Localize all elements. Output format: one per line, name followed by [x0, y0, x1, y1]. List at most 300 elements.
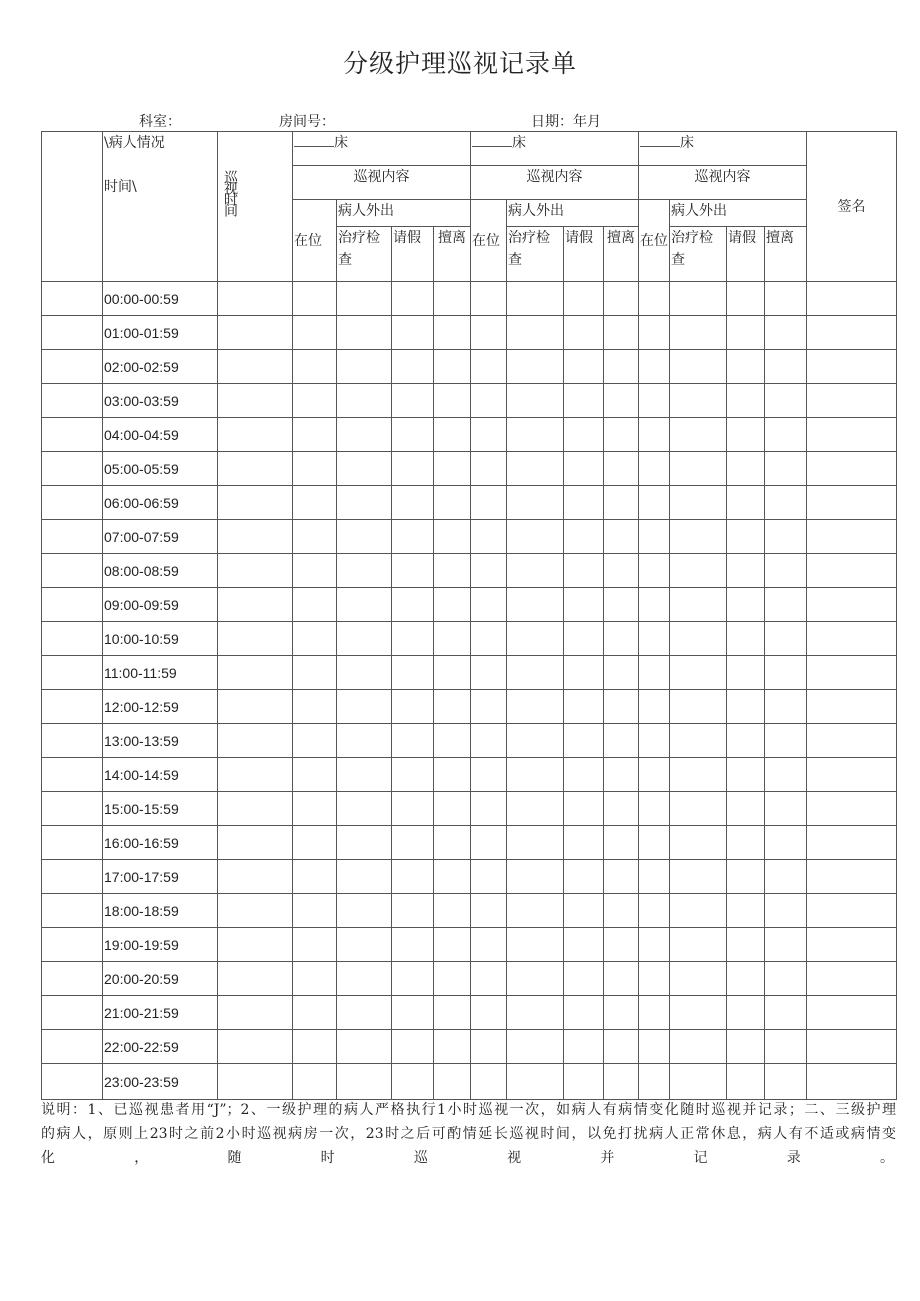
- record-cell[interactable]: [293, 452, 337, 486]
- record-cell[interactable]: [507, 622, 564, 656]
- record-cell[interactable]: [293, 860, 337, 894]
- record-cell[interactable]: [337, 554, 392, 588]
- record-cell[interactable]: [670, 724, 727, 758]
- record-cell[interactable]: [807, 758, 897, 792]
- record-cell[interactable]: [434, 520, 471, 554]
- record-cell[interactable]: [807, 860, 897, 894]
- record-cell[interactable]: [807, 1030, 897, 1064]
- record-cell[interactable]: [807, 554, 897, 588]
- record-cell[interactable]: [293, 996, 337, 1030]
- record-cell[interactable]: [434, 996, 471, 1030]
- record-cell[interactable]: [434, 690, 471, 724]
- record-cell[interactable]: [727, 384, 765, 418]
- record-cell[interactable]: [392, 350, 434, 384]
- record-cell[interactable]: [564, 724, 604, 758]
- record-cell[interactable]: [293, 554, 337, 588]
- record-cell[interactable]: [604, 282, 639, 316]
- record-cell[interactable]: [42, 520, 103, 554]
- record-cell[interactable]: [564, 554, 604, 588]
- record-cell[interactable]: [564, 1064, 604, 1100]
- record-cell[interactable]: [337, 282, 392, 316]
- record-cell[interactable]: [293, 486, 337, 520]
- record-cell[interactable]: [507, 486, 564, 520]
- record-cell[interactable]: [670, 1064, 727, 1100]
- record-cell[interactable]: [471, 1030, 507, 1064]
- record-cell[interactable]: [765, 826, 807, 860]
- record-cell[interactable]: [807, 384, 897, 418]
- record-cell[interactable]: [434, 282, 471, 316]
- record-cell[interactable]: [807, 962, 897, 996]
- record-cell[interactable]: [293, 1064, 337, 1100]
- record-cell[interactable]: [337, 520, 392, 554]
- record-cell[interactable]: [392, 452, 434, 486]
- record-cell[interactable]: [670, 418, 727, 452]
- record-cell[interactable]: [392, 520, 434, 554]
- record-cell[interactable]: [293, 316, 337, 350]
- record-cell[interactable]: [392, 928, 434, 962]
- record-cell[interactable]: [337, 452, 392, 486]
- record-cell[interactable]: [727, 656, 765, 690]
- record-cell[interactable]: [765, 316, 807, 350]
- record-cell[interactable]: [564, 962, 604, 996]
- record-cell[interactable]: [765, 350, 807, 384]
- record-cell[interactable]: [670, 860, 727, 894]
- record-cell[interactable]: [639, 418, 670, 452]
- record-cell[interactable]: [564, 282, 604, 316]
- record-cell[interactable]: [807, 282, 897, 316]
- record-cell[interactable]: [639, 520, 670, 554]
- record-cell[interactable]: [807, 452, 897, 486]
- record-cell[interactable]: [670, 282, 727, 316]
- record-cell[interactable]: [507, 588, 564, 622]
- record-cell[interactable]: [604, 894, 639, 928]
- record-cell[interactable]: [507, 452, 564, 486]
- record-cell[interactable]: [639, 384, 670, 418]
- record-cell[interactable]: [639, 928, 670, 962]
- record-cell[interactable]: [218, 486, 293, 520]
- record-cell[interactable]: [639, 962, 670, 996]
- record-cell[interactable]: [218, 962, 293, 996]
- record-cell[interactable]: [392, 384, 434, 418]
- record-cell[interactable]: [807, 656, 897, 690]
- record-cell[interactable]: [293, 826, 337, 860]
- record-cell[interactable]: [471, 384, 507, 418]
- record-cell[interactable]: [807, 486, 897, 520]
- record-cell[interactable]: [434, 384, 471, 418]
- record-cell[interactable]: [604, 996, 639, 1030]
- record-cell[interactable]: [337, 384, 392, 418]
- record-cell[interactable]: [639, 588, 670, 622]
- record-cell[interactable]: [337, 316, 392, 350]
- record-cell[interactable]: [471, 588, 507, 622]
- record-cell[interactable]: [293, 418, 337, 452]
- record-cell[interactable]: [604, 588, 639, 622]
- record-cell[interactable]: [639, 1064, 670, 1100]
- record-cell[interactable]: [337, 486, 392, 520]
- record-cell[interactable]: [471, 962, 507, 996]
- record-cell[interactable]: [670, 826, 727, 860]
- record-cell[interactable]: [765, 894, 807, 928]
- record-cell[interactable]: [434, 554, 471, 588]
- record-cell[interactable]: [293, 792, 337, 826]
- record-cell[interactable]: [604, 486, 639, 520]
- record-cell[interactable]: [765, 792, 807, 826]
- record-cell[interactable]: [434, 724, 471, 758]
- record-cell[interactable]: [392, 622, 434, 656]
- record-cell[interactable]: [765, 690, 807, 724]
- record-cell[interactable]: [218, 520, 293, 554]
- record-cell[interactable]: [727, 1030, 765, 1064]
- record-cell[interactable]: [765, 588, 807, 622]
- record-cell[interactable]: [670, 554, 727, 588]
- record-cell[interactable]: [765, 554, 807, 588]
- record-cell[interactable]: [392, 724, 434, 758]
- record-cell[interactable]: [293, 520, 337, 554]
- record-cell[interactable]: [507, 894, 564, 928]
- record-cell[interactable]: [471, 554, 507, 588]
- record-cell[interactable]: [564, 316, 604, 350]
- record-cell[interactable]: [218, 384, 293, 418]
- record-cell[interactable]: [807, 724, 897, 758]
- record-cell[interactable]: [293, 724, 337, 758]
- record-cell[interactable]: [434, 928, 471, 962]
- record-cell[interactable]: [670, 1030, 727, 1064]
- record-cell[interactable]: [434, 1064, 471, 1100]
- record-cell[interactable]: [471, 1064, 507, 1100]
- record-cell[interactable]: [434, 894, 471, 928]
- record-cell[interactable]: [639, 350, 670, 384]
- record-cell[interactable]: [392, 418, 434, 452]
- record-cell[interactable]: [604, 928, 639, 962]
- record-cell[interactable]: [670, 486, 727, 520]
- record-cell[interactable]: [471, 860, 507, 894]
- record-cell[interactable]: [727, 792, 765, 826]
- record-cell[interactable]: [218, 316, 293, 350]
- record-cell[interactable]: [507, 350, 564, 384]
- record-cell[interactable]: [471, 792, 507, 826]
- record-cell[interactable]: [42, 384, 103, 418]
- record-cell[interactable]: [337, 1064, 392, 1100]
- record-cell[interactable]: [434, 860, 471, 894]
- record-cell[interactable]: [218, 656, 293, 690]
- record-cell[interactable]: [507, 282, 564, 316]
- record-cell[interactable]: [507, 418, 564, 452]
- record-cell[interactable]: [604, 622, 639, 656]
- record-cell[interactable]: [42, 656, 103, 690]
- record-cell[interactable]: [507, 384, 564, 418]
- record-cell[interactable]: [507, 758, 564, 792]
- record-cell[interactable]: [639, 996, 670, 1030]
- record-cell[interactable]: [218, 758, 293, 792]
- record-cell[interactable]: [604, 520, 639, 554]
- record-cell[interactable]: [564, 1030, 604, 1064]
- record-cell[interactable]: [670, 792, 727, 826]
- record-cell[interactable]: [727, 282, 765, 316]
- record-cell[interactable]: [727, 316, 765, 350]
- record-cell[interactable]: [765, 486, 807, 520]
- record-cell[interactable]: [293, 350, 337, 384]
- record-cell[interactable]: [807, 1064, 897, 1100]
- record-cell[interactable]: [727, 350, 765, 384]
- record-cell[interactable]: [434, 316, 471, 350]
- record-cell[interactable]: [293, 690, 337, 724]
- record-cell[interactable]: [471, 894, 507, 928]
- record-cell[interactable]: [392, 282, 434, 316]
- record-cell[interactable]: [337, 928, 392, 962]
- record-cell[interactable]: [392, 1064, 434, 1100]
- record-cell[interactable]: [564, 656, 604, 690]
- record-cell[interactable]: [727, 826, 765, 860]
- record-cell[interactable]: [507, 1030, 564, 1064]
- record-cell[interactable]: [604, 384, 639, 418]
- record-cell[interactable]: [434, 418, 471, 452]
- record-cell[interactable]: [507, 316, 564, 350]
- record-cell[interactable]: [639, 486, 670, 520]
- record-cell[interactable]: [293, 622, 337, 656]
- record-cell[interactable]: [42, 554, 103, 588]
- record-cell[interactable]: [218, 928, 293, 962]
- record-cell[interactable]: [727, 520, 765, 554]
- record-cell[interactable]: [765, 622, 807, 656]
- record-cell[interactable]: [293, 894, 337, 928]
- record-cell[interactable]: [42, 452, 103, 486]
- record-cell[interactable]: [42, 928, 103, 962]
- record-cell[interactable]: [765, 860, 807, 894]
- record-cell[interactable]: [42, 962, 103, 996]
- record-cell[interactable]: [293, 928, 337, 962]
- record-cell[interactable]: [807, 418, 897, 452]
- record-cell[interactable]: [727, 622, 765, 656]
- record-cell[interactable]: [564, 350, 604, 384]
- record-cell[interactable]: [727, 724, 765, 758]
- record-cell[interactable]: [337, 588, 392, 622]
- record-cell[interactable]: [392, 826, 434, 860]
- record-cell[interactable]: [42, 350, 103, 384]
- record-cell[interactable]: [293, 758, 337, 792]
- record-cell[interactable]: [564, 860, 604, 894]
- record-cell[interactable]: [727, 758, 765, 792]
- record-cell[interactable]: [434, 758, 471, 792]
- record-cell[interactable]: [218, 588, 293, 622]
- record-cell[interactable]: [670, 350, 727, 384]
- record-cell[interactable]: [42, 282, 103, 316]
- record-cell[interactable]: [507, 554, 564, 588]
- record-cell[interactable]: [218, 554, 293, 588]
- record-cell[interactable]: [434, 826, 471, 860]
- record-cell[interactable]: [337, 758, 392, 792]
- record-cell[interactable]: [471, 996, 507, 1030]
- record-cell[interactable]: [392, 690, 434, 724]
- record-cell[interactable]: [639, 860, 670, 894]
- record-cell[interactable]: [434, 656, 471, 690]
- record-cell[interactable]: [807, 792, 897, 826]
- record-cell[interactable]: [471, 316, 507, 350]
- record-cell[interactable]: [604, 724, 639, 758]
- record-cell[interactable]: [765, 452, 807, 486]
- record-cell[interactable]: [42, 690, 103, 724]
- record-cell[interactable]: [670, 928, 727, 962]
- record-cell[interactable]: [434, 962, 471, 996]
- record-cell[interactable]: [727, 486, 765, 520]
- record-cell[interactable]: [218, 282, 293, 316]
- record-cell[interactable]: [218, 1030, 293, 1064]
- record-cell[interactable]: [337, 962, 392, 996]
- record-cell[interactable]: [727, 588, 765, 622]
- record-cell[interactable]: [218, 1064, 293, 1100]
- record-cell[interactable]: [807, 996, 897, 1030]
- record-cell[interactable]: [727, 1064, 765, 1100]
- record-cell[interactable]: [507, 928, 564, 962]
- record-cell[interactable]: [218, 350, 293, 384]
- record-cell[interactable]: [293, 588, 337, 622]
- record-cell[interactable]: [218, 690, 293, 724]
- record-cell[interactable]: [765, 384, 807, 418]
- record-cell[interactable]: [564, 826, 604, 860]
- record-cell[interactable]: [218, 826, 293, 860]
- record-cell[interactable]: [639, 656, 670, 690]
- record-cell[interactable]: [392, 588, 434, 622]
- record-cell[interactable]: [507, 826, 564, 860]
- record-cell[interactable]: [727, 996, 765, 1030]
- record-cell[interactable]: [507, 520, 564, 554]
- record-cell[interactable]: [727, 554, 765, 588]
- record-cell[interactable]: [670, 316, 727, 350]
- record-cell[interactable]: [392, 792, 434, 826]
- record-cell[interactable]: [639, 792, 670, 826]
- record-cell[interactable]: [604, 350, 639, 384]
- record-cell[interactable]: [604, 1030, 639, 1064]
- record-cell[interactable]: [670, 996, 727, 1030]
- record-cell[interactable]: [765, 1030, 807, 1064]
- record-cell[interactable]: [293, 384, 337, 418]
- record-cell[interactable]: [337, 622, 392, 656]
- record-cell[interactable]: [293, 1030, 337, 1064]
- record-cell[interactable]: [765, 418, 807, 452]
- record-cell[interactable]: [670, 588, 727, 622]
- record-cell[interactable]: [765, 282, 807, 316]
- record-cell[interactable]: [807, 350, 897, 384]
- record-cell[interactable]: [639, 554, 670, 588]
- record-cell[interactable]: [670, 894, 727, 928]
- record-cell[interactable]: [604, 758, 639, 792]
- record-cell[interactable]: [564, 996, 604, 1030]
- record-cell[interactable]: [507, 656, 564, 690]
- record-cell[interactable]: [670, 384, 727, 418]
- record-cell[interactable]: [434, 1030, 471, 1064]
- record-cell[interactable]: [807, 316, 897, 350]
- record-cell[interactable]: [564, 894, 604, 928]
- record-cell[interactable]: [337, 418, 392, 452]
- record-cell[interactable]: [337, 656, 392, 690]
- record-cell[interactable]: [807, 588, 897, 622]
- record-cell[interactable]: [434, 588, 471, 622]
- record-cell[interactable]: [807, 520, 897, 554]
- record-cell[interactable]: [807, 894, 897, 928]
- record-cell[interactable]: [604, 860, 639, 894]
- record-cell[interactable]: [765, 724, 807, 758]
- record-cell[interactable]: [507, 996, 564, 1030]
- record-cell[interactable]: [392, 486, 434, 520]
- record-cell[interactable]: [564, 588, 604, 622]
- record-cell[interactable]: [42, 996, 103, 1030]
- record-cell[interactable]: [392, 962, 434, 996]
- record-cell[interactable]: [604, 690, 639, 724]
- record-cell[interactable]: [218, 452, 293, 486]
- record-cell[interactable]: [639, 282, 670, 316]
- record-cell[interactable]: [471, 622, 507, 656]
- record-cell[interactable]: [564, 928, 604, 962]
- record-cell[interactable]: [434, 792, 471, 826]
- record-cell[interactable]: [670, 962, 727, 996]
- record-cell[interactable]: [507, 1064, 564, 1100]
- record-cell[interactable]: [392, 554, 434, 588]
- record-cell[interactable]: [765, 758, 807, 792]
- record-cell[interactable]: [765, 928, 807, 962]
- record-cell[interactable]: [507, 962, 564, 996]
- record-cell[interactable]: [218, 792, 293, 826]
- record-cell[interactable]: [471, 452, 507, 486]
- record-cell[interactable]: [564, 418, 604, 452]
- record-cell[interactable]: [392, 894, 434, 928]
- record-cell[interactable]: [218, 860, 293, 894]
- record-cell[interactable]: [564, 758, 604, 792]
- record-cell[interactable]: [42, 860, 103, 894]
- record-cell[interactable]: [670, 622, 727, 656]
- record-cell[interactable]: [392, 860, 434, 894]
- record-cell[interactable]: [604, 418, 639, 452]
- record-cell[interactable]: [765, 1064, 807, 1100]
- record-cell[interactable]: [765, 520, 807, 554]
- record-cell[interactable]: [507, 860, 564, 894]
- record-cell[interactable]: [42, 894, 103, 928]
- record-cell[interactable]: [392, 758, 434, 792]
- record-cell[interactable]: [727, 962, 765, 996]
- record-cell[interactable]: [765, 996, 807, 1030]
- record-cell[interactable]: [765, 656, 807, 690]
- record-cell[interactable]: [507, 690, 564, 724]
- record-cell[interactable]: [471, 486, 507, 520]
- record-cell[interactable]: [434, 452, 471, 486]
- record-cell[interactable]: [670, 452, 727, 486]
- record-cell[interactable]: [337, 826, 392, 860]
- record-cell[interactable]: [471, 520, 507, 554]
- record-cell[interactable]: [42, 418, 103, 452]
- record-cell[interactable]: [564, 792, 604, 826]
- record-cell[interactable]: [807, 690, 897, 724]
- record-cell[interactable]: [293, 656, 337, 690]
- record-cell[interactable]: [337, 350, 392, 384]
- record-cell[interactable]: [42, 724, 103, 758]
- record-cell[interactable]: [604, 452, 639, 486]
- record-cell[interactable]: [337, 792, 392, 826]
- record-cell[interactable]: [42, 486, 103, 520]
- record-cell[interactable]: [42, 622, 103, 656]
- record-cell[interactable]: [604, 316, 639, 350]
- record-cell[interactable]: [727, 452, 765, 486]
- record-cell[interactable]: [218, 724, 293, 758]
- record-cell[interactable]: [218, 996, 293, 1030]
- record-cell[interactable]: [807, 826, 897, 860]
- record-cell[interactable]: [337, 690, 392, 724]
- record-cell[interactable]: [639, 690, 670, 724]
- record-cell[interactable]: [471, 690, 507, 724]
- record-cell[interactable]: [42, 758, 103, 792]
- record-cell[interactable]: [765, 962, 807, 996]
- record-cell[interactable]: [604, 792, 639, 826]
- record-cell[interactable]: [564, 520, 604, 554]
- record-cell[interactable]: [434, 622, 471, 656]
- record-cell[interactable]: [604, 826, 639, 860]
